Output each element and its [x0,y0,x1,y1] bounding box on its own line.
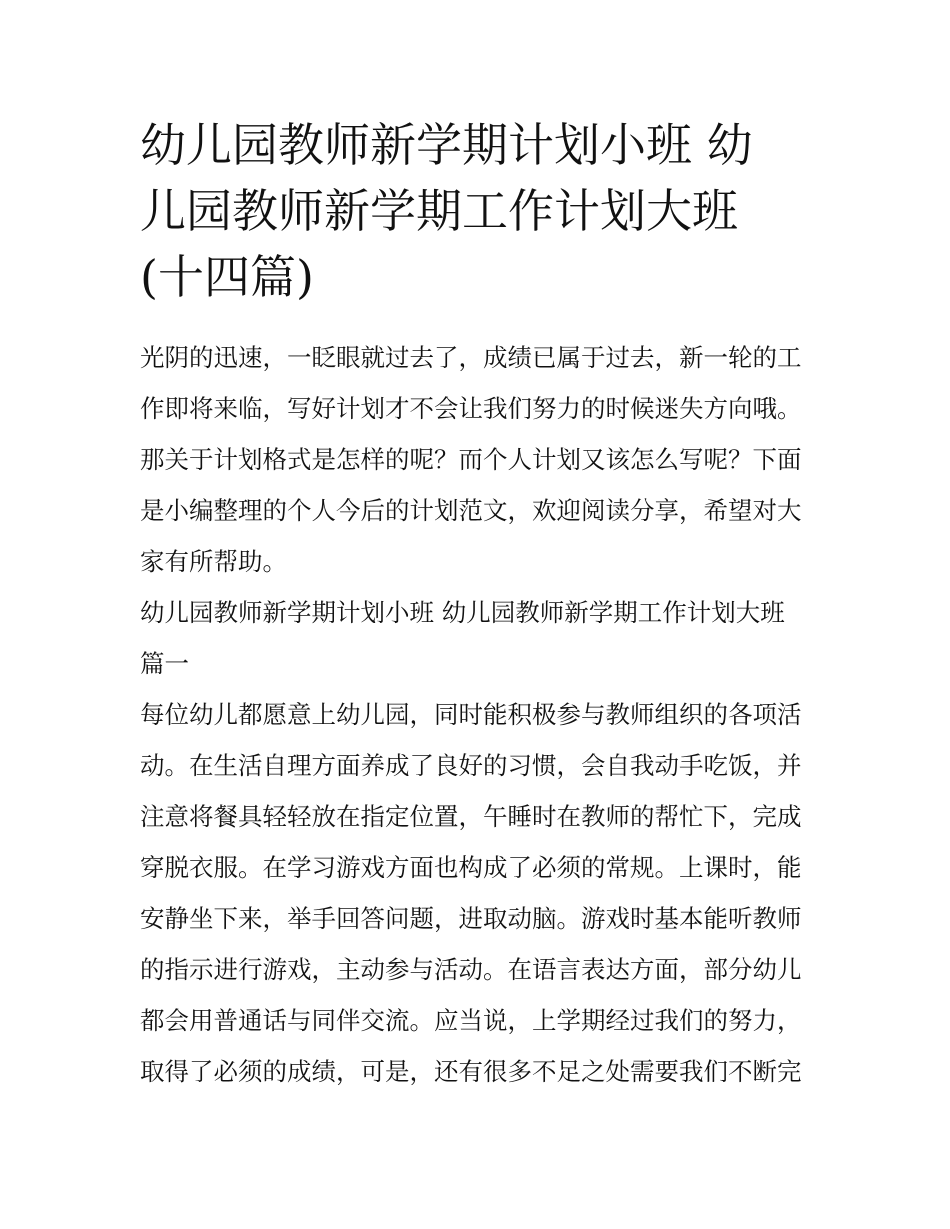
intro-line-2: 作即将来临，写好计划才不会让我们努力的时候迷失方向哦。 [140,394,802,423]
paragraph-line-6: 的指示进行游戏，主动参与活动。在语言表达方面，部分幼儿 [140,955,802,984]
section-heading-line-1: 幼儿园教师新学期计划小班 幼儿园教师新学期工作计划大班 [140,598,785,627]
document-page [140,112,812,1097]
title-line-2: 儿园教师新学期工作计划大班 [140,184,738,238]
paragraph-line-8: 取得了必须的成绩，可是，还有很多不足之处需要我们不断完 [140,1057,802,1086]
title-line-3: (十四篇) [140,250,314,304]
intro-line-3: 那关于计划格式是怎样的呢？而个人计划又该怎么写呢？下面 [140,445,802,474]
title-line-1: 幼儿园教师新学期计划小班 幼 [140,118,753,172]
paragraph-line-5: 安静坐下来，举手回答问题，进取动脑。游戏时基本能听教师 [140,904,802,933]
section-heading-line-2: 篇一 [140,649,189,678]
intro-line-4: 是小编整理的个人今后的计划范文，欢迎阅读分享，希望对大 [140,496,802,525]
section-heading [140,587,812,689]
section-paragraph [140,689,812,1097]
paragraph-line-2: 动。在生活自理方面养成了良好的习惯，会自我动手吃饭，并 [140,751,802,780]
intro-line-1: 光阴的迅速，一眨眼就过去了，成绩已属于过去，新一轮的工 [140,343,802,372]
document-body [140,332,812,1097]
document-title [140,112,812,310]
intro-paragraph [140,332,812,587]
paragraph-line-3: 注意将餐具轻轻放在指定位置，午睡时在教师的帮忙下，完成 [140,802,802,831]
paragraph-line-1: 每位幼儿都愿意上幼儿园，同时能积极参与教师组织的各项活 [140,700,802,729]
intro-line-5: 家有所帮助。 [140,547,287,576]
paragraph-line-4: 穿脱衣服。在学习游戏方面也构成了必须的常规。上课时，能 [140,853,802,882]
paragraph-line-7: 都会用普通话与同伴交流。应当说，上学期经过我们的努力， [140,1006,802,1035]
